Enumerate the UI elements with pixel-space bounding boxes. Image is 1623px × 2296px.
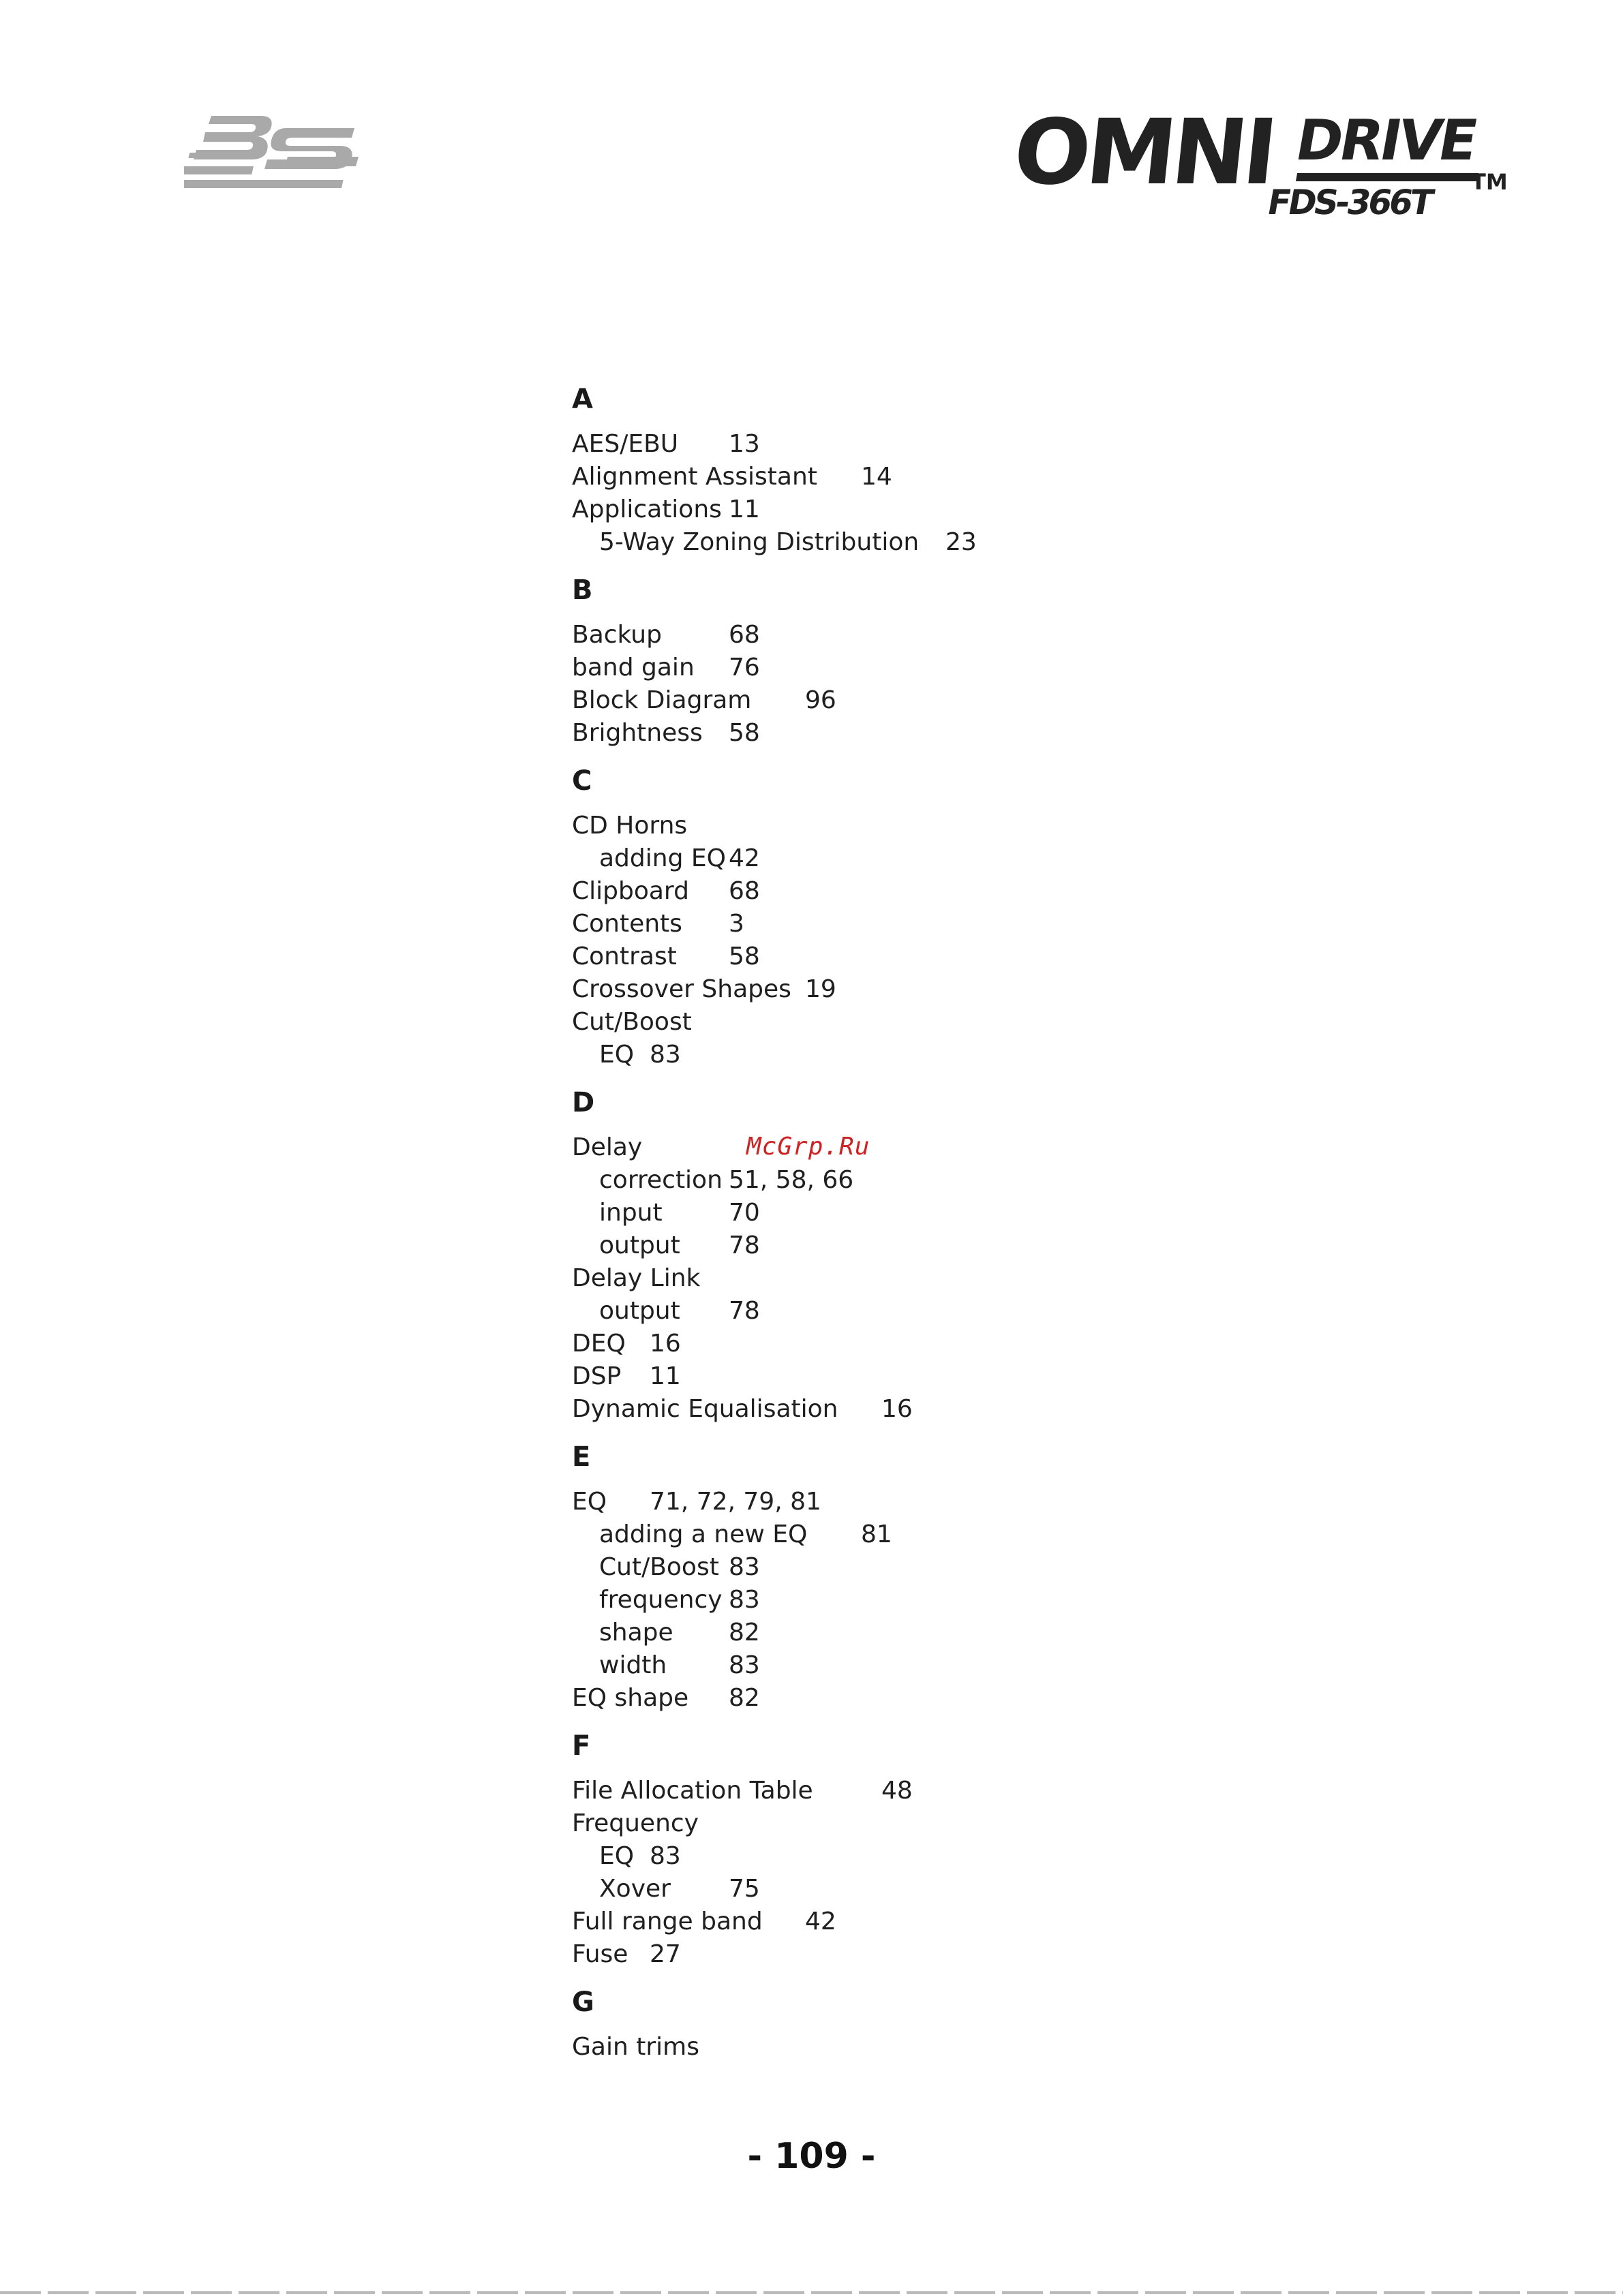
index-term: Cut/Boost (599, 1553, 719, 1581)
index-page-refs: 81 (861, 1520, 892, 1548)
index-term: 5-Way Zoning Distribution (599, 528, 920, 556)
brand-model: FDS-366T (1264, 183, 1435, 222)
index-page-refs: 83 (729, 1586, 760, 1614)
watermark: McGrp.Ru (746, 1133, 870, 1161)
index-term: Brightness (572, 719, 703, 747)
index-page-refs: 68 (729, 621, 760, 649)
index-entry (572, 1518, 1254, 1551)
index-entry (572, 1039, 1254, 1071)
index-entry (572, 1295, 1254, 1328)
index-term: Block Diagram (572, 686, 752, 714)
index-letter-e: E (572, 1441, 591, 1473)
index-page-refs: 3 (729, 910, 744, 938)
index-entry (572, 1006, 1254, 1039)
index-entry (572, 810, 1254, 842)
index-page-refs: 83 (650, 1842, 681, 1870)
index-page-refs: 58 (729, 943, 760, 970)
index-page-refs: 14 (861, 463, 892, 491)
index-letter-b: B (572, 575, 593, 606)
index-page-refs: 42 (729, 844, 760, 872)
index-page-refs: 42 (805, 1908, 836, 1935)
index-entry (572, 684, 1254, 717)
index-entry (572, 1682, 1254, 1715)
index-page-refs: 58 (729, 719, 760, 747)
index-term: Delay Link (572, 1264, 701, 1292)
index-page-refs: 27 (650, 1940, 681, 1968)
index-term: correction (599, 1166, 723, 1194)
index-entry (572, 493, 1254, 526)
index-term: AES/EBU (572, 430, 679, 458)
bss-logo (184, 114, 361, 195)
index-term: output (599, 1231, 680, 1259)
index-page-refs: 96 (805, 686, 836, 714)
index-page-refs: 51, 58, 66 (729, 1166, 854, 1194)
index-entry (572, 1164, 1254, 1197)
index-entry (572, 428, 1254, 461)
index-letter-c: C (572, 765, 592, 797)
index-page-refs: 82 (729, 1684, 760, 1712)
index-entry (572, 1775, 1254, 1807)
index-term: DSP (572, 1362, 622, 1390)
brand-primary: OMNI (1008, 100, 1279, 205)
index-entry (572, 461, 1254, 493)
index-entry (572, 940, 1254, 973)
index-term: Applications (572, 495, 722, 523)
index-entry (572, 1649, 1254, 1682)
index-list (572, 383, 1254, 2064)
index-letter-f: F (572, 1730, 591, 1762)
index-term: shape (599, 1619, 673, 1647)
index-entry (572, 652, 1254, 684)
index-letter-g: G (572, 1987, 594, 2018)
index-entry (572, 619, 1254, 652)
index-letter-d: D (572, 1087, 595, 1118)
index-entry (572, 717, 1254, 750)
index-page-refs: 68 (729, 877, 760, 905)
index-entry (572, 526, 1254, 559)
index-entry (572, 1840, 1254, 1873)
index-page-refs: 75 (729, 1875, 760, 1903)
index-page-refs: 23 (945, 528, 977, 556)
index-entry (572, 1873, 1254, 1905)
index-term: CD Horns (572, 812, 688, 840)
index-term: Frequency (572, 1809, 699, 1837)
index-term: DEQ (572, 1330, 626, 1358)
index-term: Cut/Boost (572, 1008, 692, 1036)
index-page-refs: 11 (650, 1362, 681, 1390)
index-term: output (599, 1297, 680, 1325)
index-entry (572, 1229, 1254, 1262)
index-entry (572, 1328, 1254, 1360)
index-term: File Allocation Table (572, 1777, 813, 1805)
index-term: Delay (572, 1133, 643, 1161)
index-term: Clipboard (572, 877, 689, 905)
brand-secondary: DRIVE (1290, 108, 1481, 173)
index-entry (572, 1197, 1254, 1229)
index-term: Crossover Shapes (572, 975, 791, 1003)
index-term: input (599, 1199, 663, 1227)
index-page-refs: 78 (729, 1231, 760, 1259)
index-term: Xover (599, 1875, 671, 1903)
index-entry (572, 1551, 1254, 1584)
index-entry (572, 1617, 1254, 1649)
scan-edge (0, 2291, 1623, 2294)
index-entry (572, 908, 1254, 940)
index-page-refs: 16 (650, 1330, 681, 1358)
index-page-refs: 83 (650, 1041, 681, 1069)
index-entry (572, 1938, 1254, 1971)
index-entry (572, 1486, 1254, 1518)
index-page-refs: 83 (729, 1553, 760, 1581)
index-page-refs: 78 (729, 1297, 760, 1325)
index-term: band gain (572, 654, 695, 682)
index-page-refs: 71, 72, 79, 81 (650, 1488, 821, 1516)
index-term: width (599, 1651, 667, 1679)
index-entry (572, 1807, 1254, 1840)
index-entry (572, 1360, 1254, 1393)
index-term: Full range band (572, 1908, 763, 1935)
index-page-refs: 70 (729, 1199, 760, 1227)
omnidrive-logo (1008, 100, 1508, 224)
index-term: adding a new EQ (599, 1520, 808, 1548)
index-entry (572, 973, 1254, 1006)
index-page-refs: 82 (729, 1619, 760, 1647)
brand-rule (1296, 173, 1478, 181)
index-entry (572, 2031, 1254, 2064)
index-term: Gain trims (572, 2033, 699, 2061)
index-entry (572, 1393, 1254, 1426)
index-entry (572, 1905, 1254, 1938)
index-term: Backup (572, 621, 662, 649)
index-term: EQ (599, 1842, 635, 1870)
brand-trademark: TM (1471, 169, 1508, 195)
index-entry (572, 1584, 1254, 1617)
index-page-refs: 83 (729, 1651, 760, 1679)
index-page-refs: 11 (729, 495, 760, 523)
index-entry (572, 875, 1254, 908)
index-term: Contents (572, 910, 682, 938)
index-term: EQ shape (572, 1684, 689, 1712)
index-page-refs: 13 (729, 430, 760, 458)
index-page-refs: 19 (805, 975, 836, 1003)
index-term: Contrast (572, 943, 677, 970)
index-term: adding EQ (599, 844, 726, 872)
index-page-refs: 48 (881, 1777, 913, 1805)
index-entry (572, 1131, 1254, 1164)
index-entry (572, 1262, 1254, 1295)
index-term: EQ (572, 1488, 607, 1516)
index-term: Dynamic Equalisation (572, 1395, 838, 1423)
index-term: frequency (599, 1586, 723, 1614)
index-letter-a: A (572, 384, 593, 415)
index-page-refs: 16 (881, 1395, 913, 1423)
page-number: - 109 - (747, 2136, 876, 2177)
index-term: Fuse (572, 1940, 628, 1968)
index-term: Alignment Assistant (572, 463, 817, 491)
index-page-refs: 76 (729, 654, 760, 682)
index-entry (572, 842, 1254, 875)
index-term: EQ (599, 1041, 635, 1069)
